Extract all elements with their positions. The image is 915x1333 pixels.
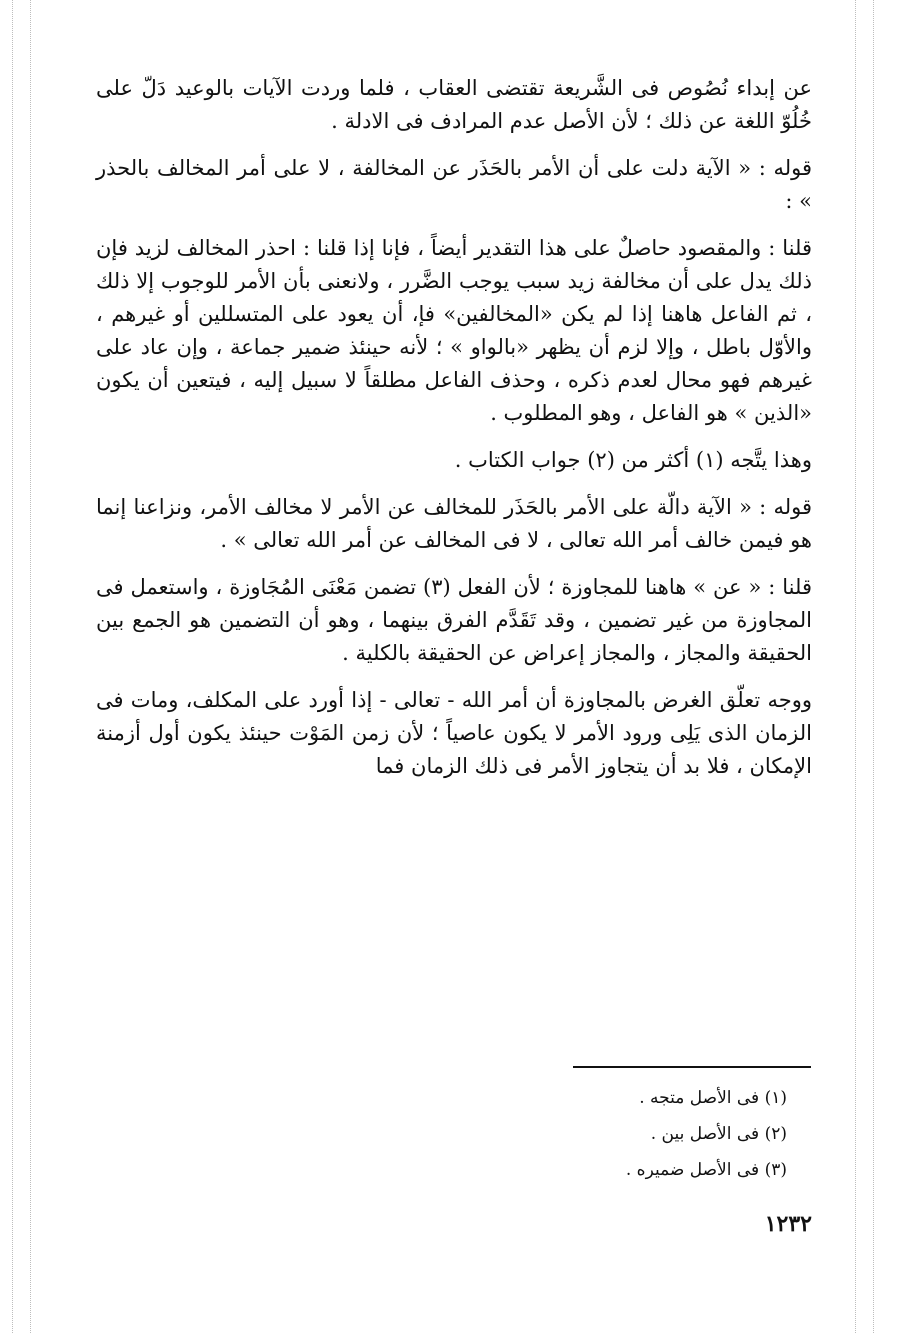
scan-margin-line xyxy=(30,0,31,1333)
footnote: (٢) فى الأصل بين . xyxy=(650,1124,787,1144)
footnote-separator xyxy=(573,1066,811,1068)
scan-margin-line xyxy=(855,0,856,1333)
paragraph: قلنا : والمقصود حاصلٌ على هذا التقدير أيضاً ، فإنا إذا قلنا : احذر المخالف لزيد فإن ذلك يدل على أن مخالفة زيد سبب يوجب الضَّرر ، ولانعنى بأن الأمر للوجوب إلا ذلك ، ثم الفاعل هاهنا إذا لم يكن «المخالفين» فإ، أن يعود على المتسللين أو غيرهم ، والأوّل باطل ، وإلا لزم أن يظهر «بالواو » ؛ لأنه حينئذ ضمير جماعة ، وإن عاد على غيرهم فهو محال لعدم ذكره ، وحذف الفاعل مطلقاً لا سبيل إليه ، فيتعين أن يكون «الذين » هو الفاعل ، وهو المطلوب . xyxy=(96,236,812,425)
paragraph: قلنا : « عن » هاهنا للمجاوزة ؛ لأن الفعل (٣) تضمن مَعْنَى المُجَاوزة ، واستعمل فى المجاوزة من غير تضمين ، وقد تَقَدَّم الفرق بينهما ، وهو أن التضمين هو الجمع بين الحقيقة والمجاز ، والمجاز إعراض عن الحقيقة بالكلية . xyxy=(96,575,812,665)
page-number: ١٢٣٢ xyxy=(764,1211,812,1237)
footnote: (٣) فى الأصل ضميره . xyxy=(625,1160,787,1180)
scan-margin-line xyxy=(873,0,874,1333)
paragraph: ووجه تعلّق الغرض بالمجاوزة أن أمر الله - تعالى - إذا أورد على المكلف، ومات فى الزمان الذى يَلِى ورود الأمر لا يكون عاصياً ؛ لأن زمن المَوْت حينئذ يكون أول أزمنة الإمكان ، فلا بد أن يتجاوز الأمر فى ذلك الزمان فما xyxy=(96,688,812,778)
footnotes xyxy=(387,1080,787,1188)
paragraph: وهذا يتَّجه (١) أكثر من (٢) جواب الكتاب . xyxy=(454,448,812,472)
footnote: (١) فى الأصل متجه . xyxy=(639,1088,787,1108)
paragraph: عن إبداء نُصُوص فى الشَّريعة تقتضى العقاب ، فلما وردت الآيات بالوعيد دَلّ على خُلُوّ اللغة عن ذلك ؛ لأن الأصل عدم المرادف فى الادلة . xyxy=(96,76,812,133)
page-body xyxy=(96,72,812,797)
paragraph: قوله : « الآية دلت على أن الأمر بالحَذَر عن المخالفة ، لا على أمر المخالف بالحذر » : xyxy=(96,156,812,213)
paragraph: قوله : « الآية دالّة على الأمر بالحَذَر للمخالف عن الأمر لا مخالف الأمر، ونزاعنا إنما هو فيمن خالف أمر الله تعالى ، لا فى المخالف عن أمر الله تعالى » . xyxy=(96,495,812,552)
scan-margin-line xyxy=(12,0,13,1333)
